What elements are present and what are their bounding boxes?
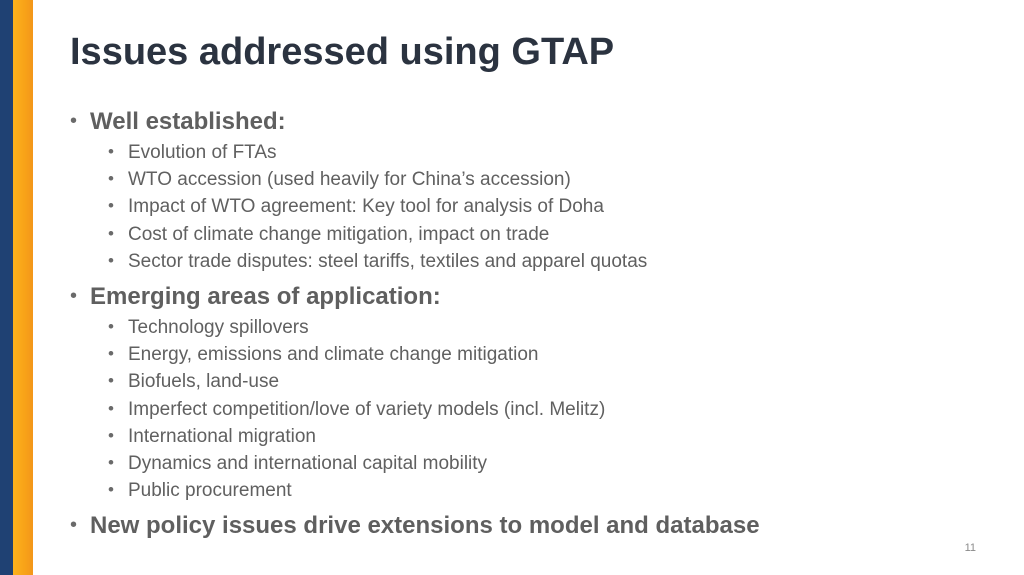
section-heading-new-policy-issues [70, 508, 1000, 543]
bullet-icon: • [108, 142, 114, 161]
bullet-icon: • [108, 169, 114, 189]
bullet-icon: • [108, 480, 114, 500]
bullet-icon: • [108, 398, 114, 418]
list-item: • Dynamics and international capital mobility [108, 450, 1000, 477]
blue-accent-bar [0, 0, 13, 575]
bullet-icon: • [108, 196, 114, 216]
list-item: • International migration [108, 423, 1000, 450]
bullet-icon: • [70, 284, 78, 307]
bullet-icon: • [108, 316, 114, 336]
list-item: • Biofuels, land-use [108, 368, 1000, 395]
list-item: • Imperfect competition/love of variety models (incl. Melitz) [108, 396, 1000, 423]
list-item: • Sector trade disputes: steel tariffs, textiles and apparel quotas [108, 248, 1000, 275]
section-heading-label: Emerging areas of application: [90, 282, 441, 310]
section-heading-emerging-areas [70, 279, 1000, 314]
list-item: • Impact of WTO agreement: Key tool for analysis of Doha [108, 193, 1000, 220]
well-established-list [70, 139, 1000, 275]
list-item: • Cost of climate change mitigation, impact on trade [108, 221, 1000, 248]
bullet-icon: • [70, 514, 78, 537]
section-heading-label: Well established: [90, 108, 286, 135]
emerging-areas-list [70, 314, 1000, 504]
bullet-icon: • [108, 371, 114, 391]
list-item: • Energy, emissions and climate change mitigation [108, 341, 1000, 368]
section-heading-label: New policy issues drive extensions to model and database [90, 512, 760, 540]
bullet-icon: • [108, 223, 114, 243]
list-item: • Technology spillovers [108, 314, 1000, 341]
bullet-icon: • [108, 250, 114, 270]
bullet-icon: • [108, 344, 114, 364]
page-number: 11 [964, 542, 976, 554]
bullet-icon: • [70, 110, 78, 132]
bullet-content [70, 104, 1000, 543]
bullet-icon: • [108, 425, 114, 445]
bullet-icon: • [108, 452, 114, 472]
list-item: • Evolution of FTAs [108, 139, 1000, 166]
slide-title: Issues addressed using GTAP [70, 31, 615, 73]
list-item: • WTO accession (used heavily for China’s accession) [108, 166, 1000, 193]
gold-accent-bar [13, 0, 33, 575]
list-item: • Public procurement [108, 477, 1000, 504]
section-heading-well-established [70, 104, 1000, 139]
